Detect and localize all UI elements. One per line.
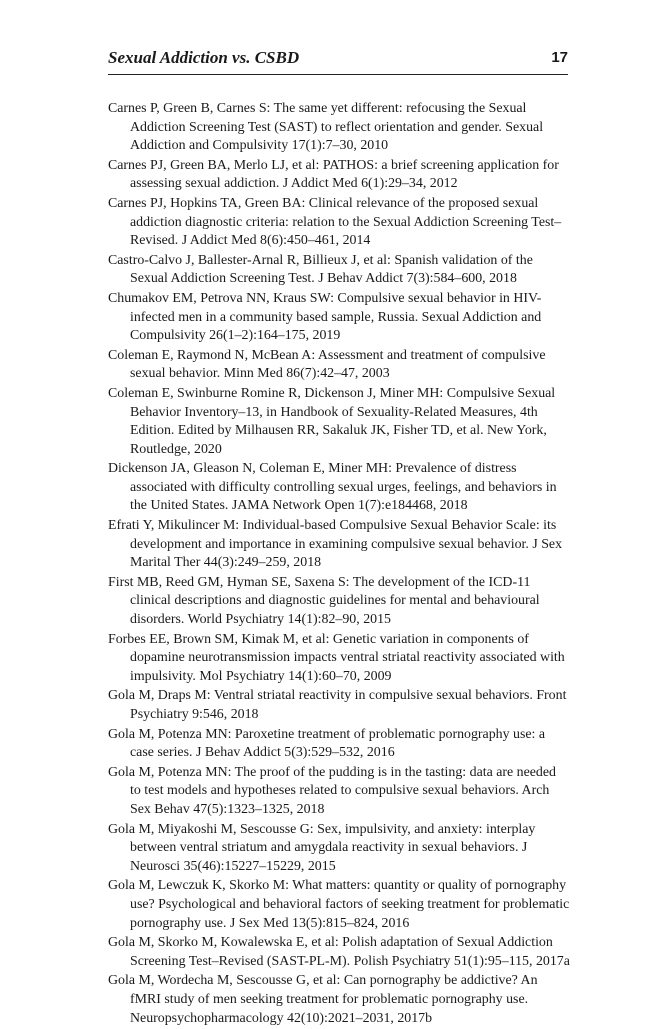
- reference-entry: Gola M, Potenza MN: Paroxetine treatment of problematic pornography use: a case series. J Behav Addict 5(3):529–532, 2016: [108, 726, 546, 761]
- reference-entry: Gola M, Miyakoshi M, Sescousse G: Sex, impulsivity, and anxiety: interplay between ventral striatum and amygdala reactivity in sexual behaviors. J Neurosci 35(46):15227–15229, 2015: [108, 821, 536, 874]
- reference-entry: Carnes PJ, Hopkins TA, Green BA: Clinical relevance of the proposed sexual addiction diagnostic criteria: relation to the Sexual Addiction Screening Test–Revised. J Addict Med 8(6):450–461, 2014: [108, 195, 562, 249]
- reference-entry: Chumakov EM, Petrova NN, Kraus SW: Compulsive sexual behavior in HIV-infected men in a community based sample, Russia. Sexual Addiction and Compulsivity 26(1–2):164–175, 2019: [108, 290, 542, 344]
- reference-entry: Dickenson JA, Gleason N, Coleman E, Miner MH: Prevalence of distress associated with difficulty controlling sexual urges, feelings, and behaviors in the United States. JAMA Network Open 1(7):e184468, 2018: [108, 461, 557, 514]
- reference-entry: Gola M, Skorko M, Kowalewska E, et al: Polish adaptation of Sexual Addiction Screening Test–Revised (SAST-PL-M). Polish Psychiatry 51(1):95–115, 2017a: [108, 935, 570, 969]
- running-header: [108, 46, 568, 72]
- header-rule: [108, 74, 568, 75]
- reference-entry: Gola M, Wordecha M, Sescousse G, et al: Can pornography be addictive? An fMRI study of men seeking treatment for problematic pornography use. Neuropsychopharmacology 42(10):2021–2031, 2017b: [108, 973, 538, 1026]
- page-number: 17: [551, 49, 568, 66]
- reference-entry: Gola M, Draps M: Ventral striatal reactivity in compulsive sexual behaviors. Front Psychiatry 9:546, 2018: [108, 688, 567, 722]
- reference-entry: Coleman E, Raymond N, McBean A: Assessment and treatment of compulsive sexual behavior. Minn Med 86(7):42–47, 2003: [108, 347, 546, 382]
- reference-entry: First MB, Reed GM, Hyman SE, Saxena S: The development of the ICD-11 clinical descriptions and diagnostic guidelines for mental and behavioural disorders. World Psychiatry 14(1):82–90, 2015: [108, 574, 540, 628]
- reference-list: [108, 100, 570, 1029]
- running-title: Sexual Addiction vs. CSBD: [108, 48, 300, 67]
- reference-entry: Carnes PJ, Green BA, Merlo LJ, et al: PATHOS: a brief screening application for assessing sexual addiction. J Addict Med 6(1):29–34, 2012: [108, 157, 559, 192]
- reference-entry: Carnes P, Green B, Carnes S: The same yet different: refocusing the Sexual Addiction Screening Test (SAST) to reflect orientation and gender. Sexual Addiction and Compulsivity 17(1):7–30, 2010: [108, 101, 544, 154]
- reference-entry: Coleman E, Swinburne Romine R, Dickenson J, Miner MH: Compulsive Sexual Behavior Inventory–13, in Handbook of Sexuality-Related Measures, 4th Edition. Edited by Milhausen RR, Sakaluk JK, Fisher TD, et al. New York, Routledge, 2020: [108, 385, 556, 457]
- reference-entry: Gola M, Potenza MN: The proof of the pudding is in the tasting: data are needed to test models and hypotheses related to compulsive sexual behaviors. Arch Sex Behav 47(5):1323–1325, 2018: [108, 764, 556, 817]
- reference-entry: Gola M, Lewczuk K, Skorko M: What matters: quantity or quality of pornography use? Psychological and behavioral factors of seeking treatment for problematic pornography use. J Sex Med 13(5):815–824, 2016: [108, 878, 570, 931]
- reference-entry: Castro-Calvo J, Ballester-Arnal R, Billieux J, et al: Spanish validation of the Sexual Addiction Screening Test. J Behav Addict 7(3):584–600, 2018: [108, 252, 533, 287]
- reference-entry: Forbes EE, Brown SM, Kimak M, et al: Genetic variation in components of dopamine neurotransmission impacts ventral striatal reactivity associated with impulsivity. Mol Psychiatry 14(1):60–70, 2009: [108, 631, 565, 684]
- reference-entry: Efrati Y, Mikulincer M: Individual-based Compulsive Sexual Behavior Scale: its development and importance in examining compulsive sexual behavior. J Sex Marital Ther 44(3):249–259, 2018: [108, 518, 563, 571]
